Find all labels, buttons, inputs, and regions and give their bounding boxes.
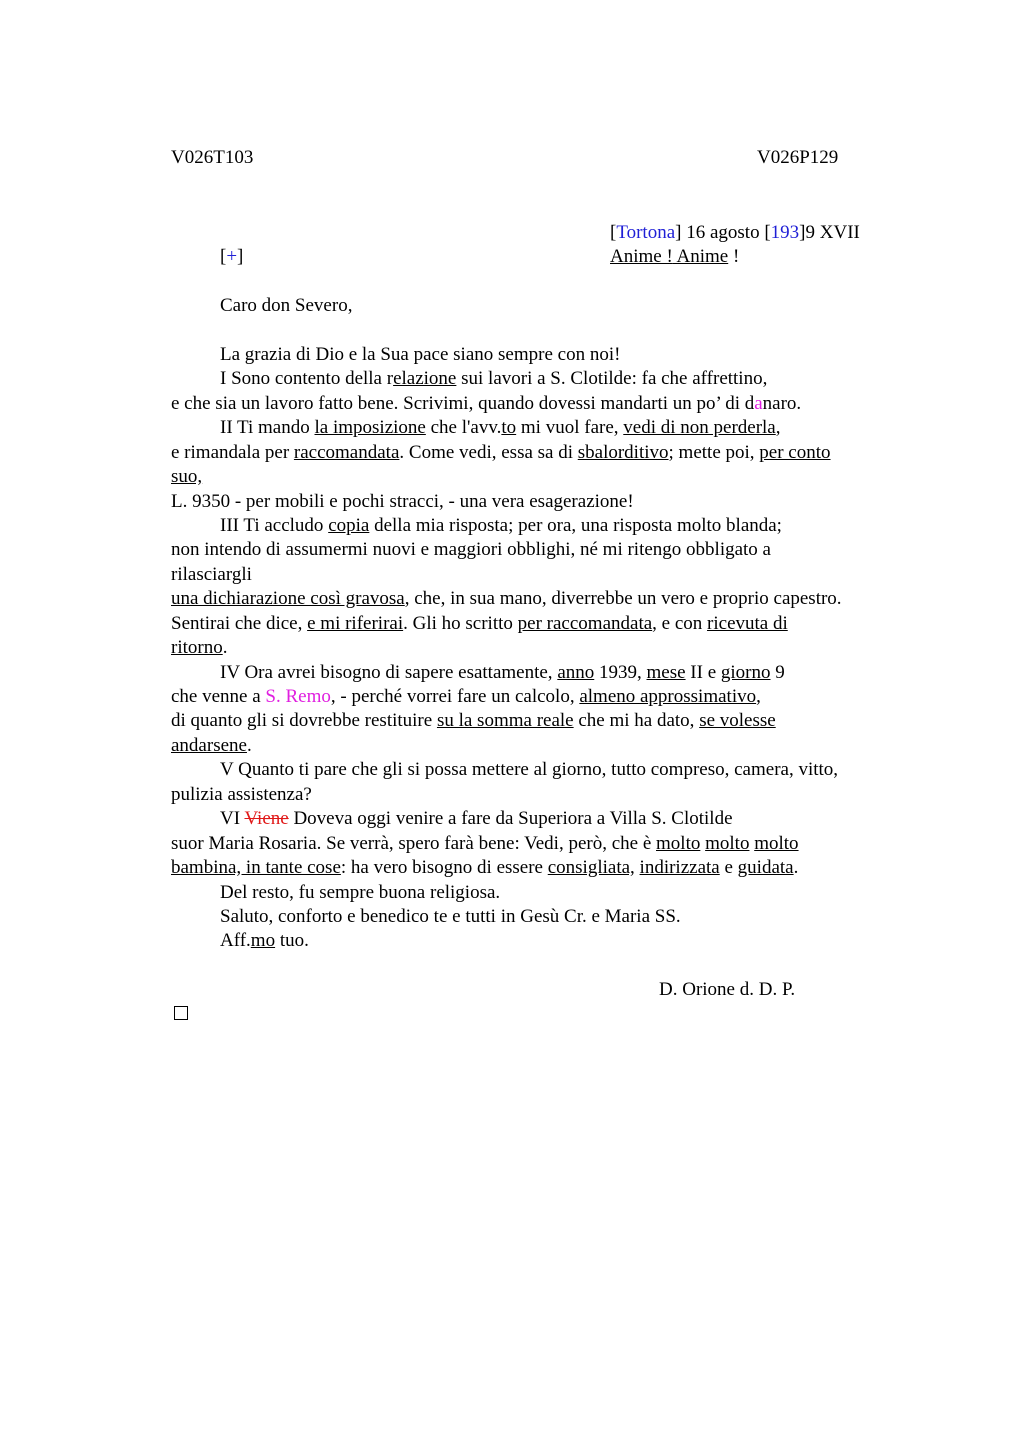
year-end: 9 XVII (805, 222, 860, 243)
cross-mark: [+] (220, 246, 244, 267)
body-line: ritorno. (171, 637, 228, 658)
place-name: Tortona (616, 222, 676, 243)
signature: D. Orione d. D. P. (659, 979, 796, 1000)
struck-word: Viene (244, 808, 289, 829)
body-line: e che sia un lavoro fatto bene. Scrivimi, quando dovessi mandarti un po’ di danaro. (171, 393, 802, 414)
salutation: Caro don Severo, (220, 295, 353, 316)
body-line: una dichiarazione così gravosa, che, in sua mano, diverrebbe un vero e proprio capestro. (171, 588, 842, 609)
body-line: Sentirai che dice, e mi riferirai. Gli ho scritto per raccomandata, e con ricevuta di (171, 613, 788, 634)
date-text: 16 agosto (686, 222, 760, 243)
motto: Anime ! Anime ! (610, 246, 740, 267)
body-line: VI Viene Doveva oggi venire a fare da Superiora a Villa S. Clotilde (220, 808, 733, 829)
dateline: [Tortona] 16 agosto [193]9 XVII (610, 222, 860, 243)
place-highlight: S. Remo (265, 686, 331, 707)
empty-box-icon (174, 1006, 188, 1020)
body-line: bambina, in tante cose: ha vero bisogno di essere consigliata, indirizzata e guidata. (171, 857, 799, 878)
year-partial: 193 (770, 222, 800, 243)
closing-line: Aff.mo tuo. (220, 930, 309, 951)
body-line: andarsene. (171, 735, 252, 756)
doc-code-right: V026P129 (757, 147, 839, 168)
body-line: pulizia assistenza? (171, 784, 312, 805)
body-line: di quanto gli si dovrebbe restituire su la somma reale che mi ha dato, se volesse (171, 710, 776, 731)
body-line: IV Ora avrei bisogno di sapere esattamente, anno 1939, mese II e giorno 9 (220, 662, 785, 683)
body-line: II Ti mando la imposizione che l'avv.to mi vuol fare, vedi di non perderla, (220, 417, 781, 438)
body-line: La grazia di Dio e la Sua pace siano sempre con noi! (220, 344, 621, 365)
body-line: non intendo di assumermi nuovi e maggiori obblighi, né mi ritengo obbligato a (171, 539, 771, 560)
body-line: suo, (171, 466, 203, 487)
body-line: III Ti accludo copia della mia risposta; per ora, una risposta molto blanda; (220, 515, 782, 536)
body-line: L. 9350 - per mobili e pochi stracci, - una vera esagerazione! (171, 491, 634, 512)
body-line: Saluto, conforto e benedico te e tutti in Gesù Cr. e Maria SS. (220, 906, 681, 927)
doc-code-left: V026T103 (171, 147, 254, 168)
body-line: Del resto, fu sempre buona religiosa. (220, 882, 501, 903)
motto-underlined: Anime ! Anime (610, 246, 729, 267)
body-line: I Sono contento della relazione sui lavori a S. Clotilde: fa che affrettino, (220, 368, 768, 389)
body-line: e rimandala per raccomandata. Come vedi, essa sa di sbalorditivo; mette poi, per conto (171, 442, 831, 463)
body-line: che venne a S. Remo, - perché vorrei fare un calcolo, almeno approssimativo, (171, 686, 761, 707)
body-line: rilasciargli (171, 564, 252, 585)
body-line: V Quanto ti pare che gli si possa mettere al giorno, tutto compreso, camera, vitto, (220, 759, 839, 780)
body-line: suor Maria Rosaria. Se verrà, spero farà bene: Vedi, però, che è molto molto molto (171, 833, 799, 854)
